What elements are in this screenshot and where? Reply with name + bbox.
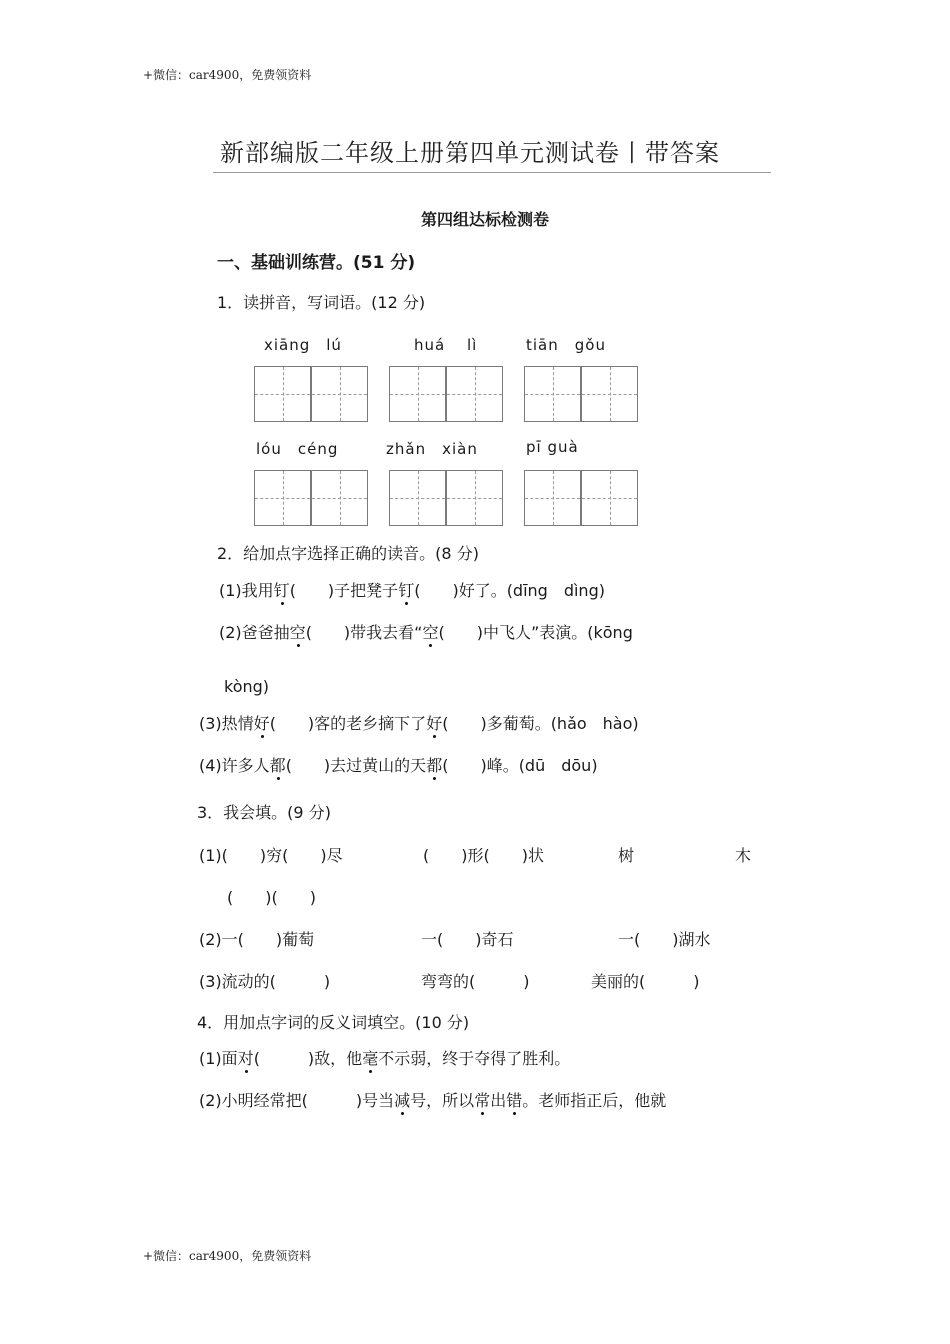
q3-r3-a: (3)流动的( )	[199, 972, 331, 991]
document-title: 新部编版二年级上册第四单元测试卷丨带答案	[220, 139, 720, 167]
dotted-char: 好	[253, 714, 270, 733]
q3-r1-a: (1)( )穷( )尽	[199, 846, 343, 865]
watermark-bottom: +微信：car4900，免费领资料	[143, 1249, 312, 1263]
question-2-label: 2．给加点字选择正确的读音。(8 分)	[217, 544, 479, 563]
dotted-char: 都	[269, 756, 286, 775]
pinyin-4: lóu céng	[256, 440, 339, 458]
text: ( )带我去看“	[305, 623, 423, 642]
section-1-heading: 一、基础训练营。(51 分)	[217, 253, 416, 273]
text: (1)我用	[219, 581, 274, 600]
writing-grid-1[interactable]	[254, 366, 370, 424]
dotted-char: 对	[237, 1049, 254, 1068]
dotted-char: 好	[426, 714, 443, 733]
text: ( )子把凳子	[289, 581, 399, 600]
watermark-top: +微信：car4900，免费领资料	[143, 68, 312, 82]
pinyin-6: pī guà	[526, 438, 579, 456]
subtitle: 第四组达标检测卷	[421, 210, 550, 229]
q3-r1-d: 木	[735, 846, 752, 865]
q3-r1-c: 树	[618, 846, 635, 865]
q4-line-2	[199, 1088, 666, 1111]
text: (2)爸爸抽	[219, 623, 290, 642]
q3-r3-b: 弯弯的( )	[421, 972, 530, 991]
q4-line-1	[199, 1046, 570, 1069]
dotted-char: 钉	[273, 581, 290, 600]
dotted-char: 毫	[362, 1049, 379, 1068]
text: ( )好了。(dīng dìng)	[414, 581, 605, 600]
text: 不示弱，终于夺得了胜利。	[378, 1049, 571, 1068]
writing-grid-2[interactable]	[389, 366, 505, 424]
text: ( )敌，他	[253, 1049, 363, 1068]
pinyin-3: tiān gǒu	[526, 336, 606, 354]
title-divider	[213, 172, 771, 173]
writing-grid-6[interactable]	[524, 470, 640, 528]
dotted-char: 钉	[398, 581, 415, 600]
writing-grid-3[interactable]	[524, 366, 640, 424]
dotted-char: 常	[474, 1091, 491, 1110]
q3-r3-c: 美丽的( )	[591, 972, 700, 991]
q3-r2-a: (2)一( )葡萄	[199, 930, 315, 949]
q2-line-1	[219, 578, 605, 601]
q2-line-4	[199, 753, 598, 776]
dotted-char: 都	[426, 756, 443, 775]
text: (1)面	[199, 1049, 238, 1068]
dotted-char: 空	[422, 623, 439, 642]
question-3-label: 3．我会填。(9 分)	[197, 803, 331, 822]
q3-r2-b: 一( )奇石	[421, 930, 514, 949]
pinyin-2: huá lì	[414, 336, 478, 354]
pinyin-5: zhǎn xiàn	[386, 440, 478, 458]
text: 出	[490, 1091, 507, 1110]
text: ( )去过黄山的天	[285, 756, 427, 775]
text: (3)热情	[199, 714, 254, 733]
question-4-label: 4．用加点字词的反义词填空。(10 分)	[197, 1013, 470, 1032]
writing-grid-5[interactable]	[389, 470, 505, 528]
text: ( )峰。(dū dōu)	[442, 756, 598, 775]
q3-r1-e: ( )( )	[227, 888, 316, 907]
writing-grid-4[interactable]	[254, 470, 370, 528]
text: (4)许多人	[199, 756, 270, 775]
q3-r1-b: ( )形( )状	[423, 846, 544, 865]
q3-r2-c: 一( )湖水	[618, 930, 711, 949]
q2-line-2-continued: kòng)	[224, 677, 270, 696]
pinyin-1: xiāng lú	[264, 336, 342, 354]
text: ( )客的老乡摘下了	[269, 714, 427, 733]
dotted-char: 减	[394, 1091, 411, 1110]
q2-line-3	[199, 711, 639, 734]
text: (2)小明经常把( )号当	[199, 1091, 395, 1110]
question-1-label: 1．读拼音，写词语。(12 分)	[217, 293, 426, 312]
text: ( )中飞人”表演。(kōng	[438, 623, 633, 642]
dotted-char: 空	[289, 623, 306, 642]
text: ( )多葡萄。(hǎo hào)	[442, 714, 639, 733]
text: 号，所以	[410, 1091, 475, 1110]
q2-line-2	[219, 620, 633, 643]
text: 。老师指正后，他就	[522, 1091, 667, 1110]
dotted-char: 错	[506, 1091, 523, 1110]
